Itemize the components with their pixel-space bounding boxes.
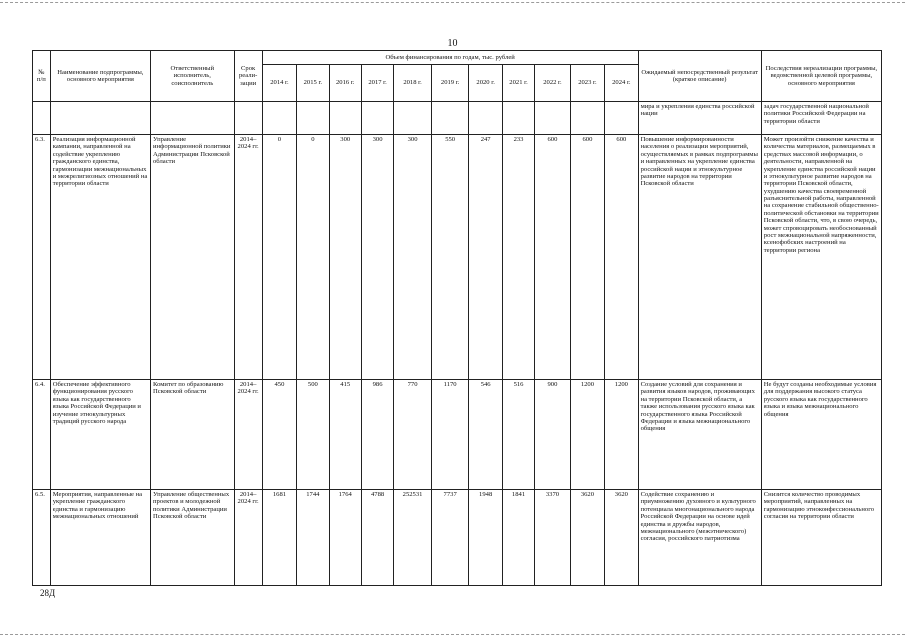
cell-responsible: Управление информационной политики Администрации Псковской области (151, 135, 235, 380)
cell-responsible: Комитет по образованию Псковской области (151, 380, 235, 490)
cell-consequence: Снизится количество проводимых мероприятий, направленных на гармонизацию этноконфессионального согласия на территории области (761, 490, 881, 586)
cell-value: 550 (431, 135, 469, 380)
cell-value: 1170 (431, 380, 469, 490)
header-term: Срок реали-зации (234, 51, 262, 102)
table-row (33, 135, 882, 380)
header-consequence: Последствия нереализации программы, ведомственной целевой программы, основного мероприятия (761, 51, 881, 102)
cell-value: 1948 (469, 490, 502, 586)
header-num: № п/п (33, 51, 51, 102)
cell-num: 6.3. (33, 135, 51, 380)
cell-value: 546 (469, 380, 502, 490)
cell-value: 0 (297, 135, 329, 380)
cell-result: Повышение информированности населения о реализации мероприятий, осуществляемых в рамках подпрограммы и направленных на укрепление единства российской нации и этнокультурное развитие народов на территории Псковской области (638, 135, 761, 380)
table-row-continuation (33, 102, 882, 135)
header-year: 2021 г. (502, 65, 534, 102)
cell-consequence: Не будут созданы необходимые условия для поддержания высокого статуса русского языка как государственного языка и языка межнационального общения (761, 380, 881, 490)
cell-value: 415 (329, 380, 361, 490)
cell-value: 3620 (570, 490, 604, 586)
cell-value: 300 (394, 135, 432, 380)
funding-table (32, 50, 882, 586)
table-row (33, 490, 882, 586)
cell-value: 770 (394, 380, 432, 490)
header-name: Наименование подпрограммы, основного мероприятия (50, 51, 150, 102)
cell-value: 500 (297, 380, 329, 490)
scan-edge-top (0, 2, 905, 3)
scan-edge-bottom (0, 634, 905, 635)
cell-value: 4788 (361, 490, 393, 586)
header-year: 2017 г. (361, 65, 393, 102)
cell-value: 300 (361, 135, 393, 380)
cell-value: 3370 (535, 490, 571, 586)
cell-result: Содействие сохранению и приумножению духовного и культурного потенциала многонационального народа Российской Федерации на основе идей единства и дружбы народов, межнационального (межэтнического) согласия, российского патриотизма (638, 490, 761, 586)
cell-result: Создание условий для сохранения и развития языков народов, проживающих на территории Псковской области, а также использования русского языка как государственного языка Российской Федерации и языка межнационального общения (638, 380, 761, 490)
cell-name: Реализация информационной кампании, направленной на содействие укреплению гражданского единства, гармонизации межнациональных и межрелигиозных отношений на территории области (50, 135, 150, 380)
header-responsible: Ответственный исполнитель, соисполнитель (151, 51, 235, 102)
cell-value: 1744 (297, 490, 329, 586)
footer-code: 28Д (40, 588, 56, 598)
cell-value: 233 (502, 135, 534, 380)
header-year: 2016 г. (329, 65, 361, 102)
cell-value: 600 (570, 135, 604, 380)
cell-name: Обеспечение эффективного функционирования русского языка как государственного языка Российской Федерации и изучение этнокультурных традиций русского народа (50, 380, 150, 490)
header-year: 2020 г. (469, 65, 502, 102)
cell-value: 0 (262, 135, 296, 380)
cell-value: 252531 (394, 490, 432, 586)
cell-value: 900 (535, 380, 571, 490)
cell-term: 2014–2024 гг. (234, 490, 262, 586)
table-row (33, 380, 882, 490)
cell-value: 1200 (570, 380, 604, 490)
page-number: 10 (447, 38, 458, 49)
cell-value: 1681 (262, 490, 296, 586)
cell-value: 7737 (431, 490, 469, 586)
cell-name: Мероприятия, направленные на укрепление гражданского единства и гармонизацию межнациональных отношений (50, 490, 150, 586)
cell-term: 2014–2024 гг. (234, 135, 262, 380)
header-year: 2024 г. (605, 65, 638, 102)
cell-responsible: Управление общественных проектов и молодежной политики Администрации Псковской области (151, 490, 235, 586)
header-year: 2015 г. (297, 65, 329, 102)
cell-value: 1764 (329, 490, 361, 586)
cell-value: 3620 (605, 490, 638, 586)
cell-value: 986 (361, 380, 393, 490)
cell-consequence: Может произойти снижение качества и количества материалов, размещаемых в средствах массовой информации, о деятельности, направленной на укрепление единства российской нации и этнокультурное развитие народов на территории Псковской области, ухудшению качества своевременной разъяснительной работы, направленной на сохранение стабильной общественно-политической обстановки на территории Псковской области, что, в свою очередь, может спровоцировать необоснованный рост межнациональной напряженности, ксенофобских настроений на территории региона (761, 135, 881, 380)
cell-value: 600 (535, 135, 571, 380)
header-result: Ожидаемый непосредственный результат (краткое описание) (638, 51, 761, 102)
header-year: 2018 г. (394, 65, 432, 102)
header-year: 2023 г. (570, 65, 604, 102)
cell-value: 516 (502, 380, 534, 490)
cell-value: 600 (605, 135, 638, 380)
header-year: 2022 г. (535, 65, 571, 102)
cell-value: 300 (329, 135, 361, 380)
header-year: 2014 г. (262, 65, 296, 102)
header-funding: Объем финансирования по годам, тыс. рублей (262, 51, 638, 65)
cell-consequence: задач государственной национальной политики Российской Федерации на территории области (761, 102, 881, 135)
cell-num: 6.4. (33, 380, 51, 490)
header-year: 2019 г. (431, 65, 469, 102)
cell-value: 450 (262, 380, 296, 490)
cell-result: мира и укрепления единства российской нации (638, 102, 761, 135)
cell-term: 2014–2024 гг. (234, 380, 262, 490)
cell-value: 1841 (502, 490, 534, 586)
cell-value: 1200 (605, 380, 638, 490)
cell-num: 6.5. (33, 490, 51, 586)
cell-value: 247 (469, 135, 502, 380)
